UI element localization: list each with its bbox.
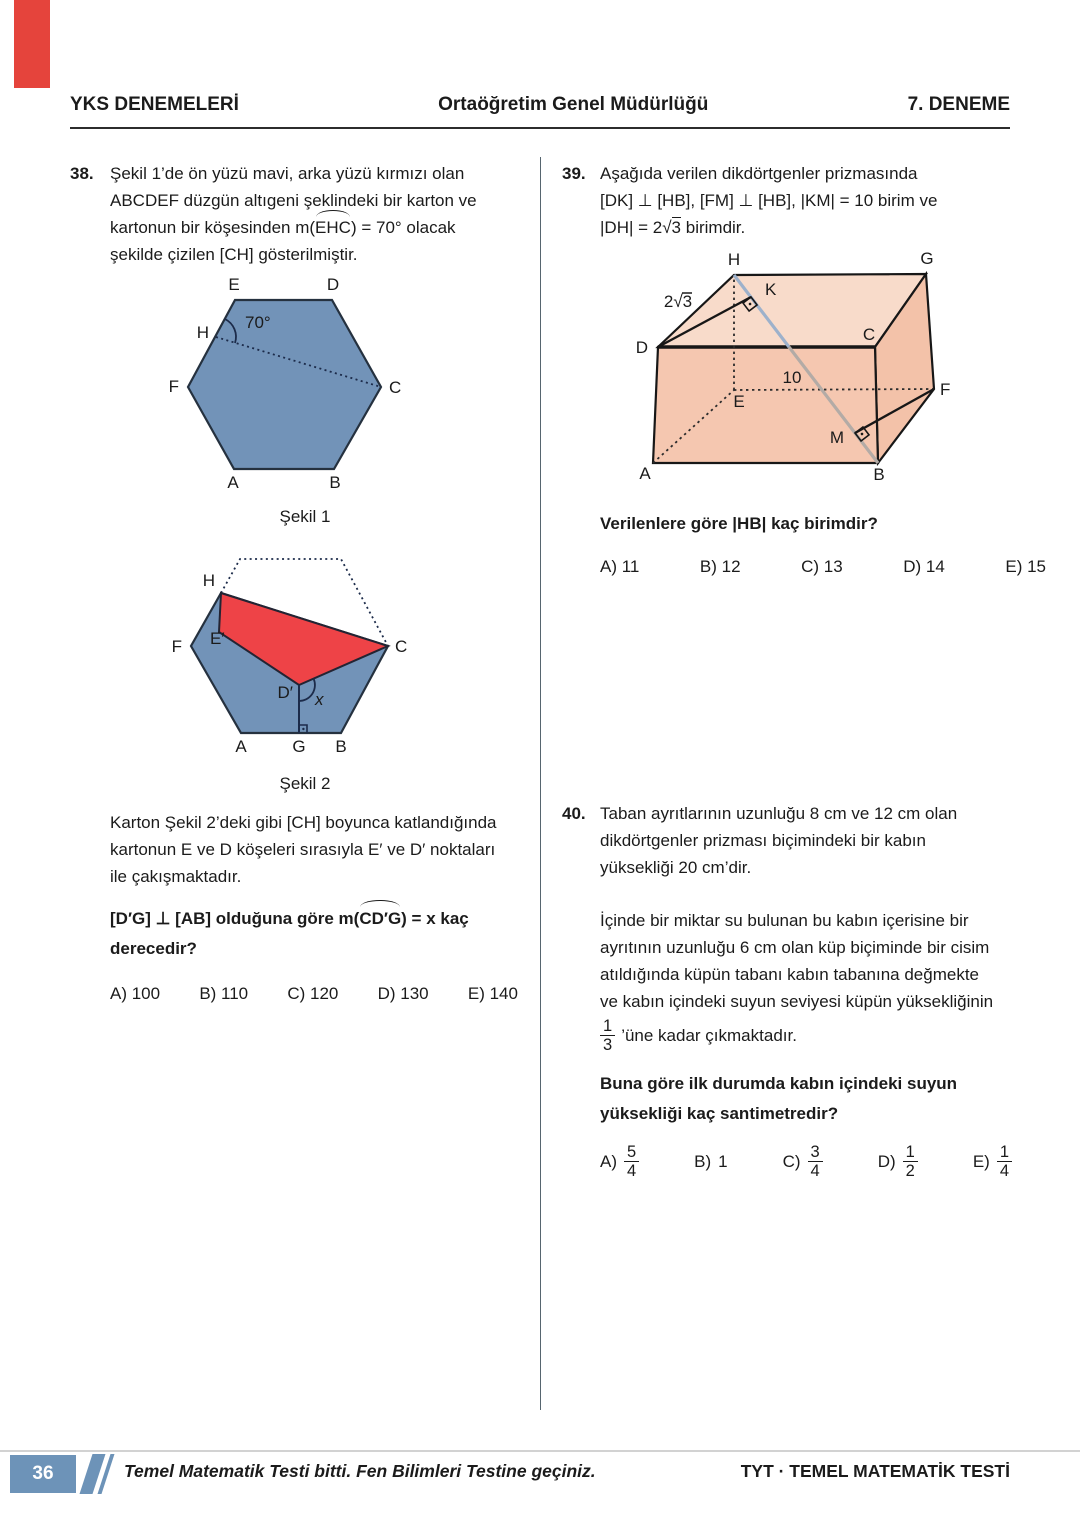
label-x: x [315,690,324,709]
prism-figure [626,247,1046,492]
q39-option-b: B) 12 [699,557,741,576]
q40-option-b-value: 1 [718,1152,728,1172]
question-39 [562,160,1046,580]
label-B: B [335,737,347,756]
q38-intro-line3-post: ) = 70° olacak [350,218,456,237]
label-D: D [326,275,340,294]
header-right: 7. DENEME [907,94,1010,115]
q39-option-a: A) 11 [600,557,640,576]
q39-option-c: C) 13 [801,557,843,576]
q38-para-line3: ile çakışmaktadır. [110,867,242,886]
figure-prism [626,247,1046,500]
q38-options [110,980,518,1007]
label-C: C [389,378,402,397]
footer-left-note: Temel Matematik Testi bitti. Fen Bilimleri Testine geçiniz. [124,1461,596,1481]
prism-front-face [653,347,878,463]
q40-option-b [694,1148,727,1175]
footer-right-note: TYT · TEMEL MATEMATİK TESTİ [740,1461,1010,1481]
q39-intro-post: birimdir. [681,218,746,237]
q38-stem-line1 [110,904,518,934]
q40-option-a [600,1143,639,1181]
q38-stem-pre: [D′G] ⊥ [AB] olduğuna göre m( [110,909,360,928]
q40-option-b-label: B) [694,1152,712,1172]
q40-option-e [973,1143,1012,1181]
q40-option-e-num: 1 [999,1142,1009,1161]
question-39-number: 39. [562,164,586,183]
label-G: G [920,249,934,268]
label-dh-length: 2√3 [663,292,693,311]
fraction-denominator: 3 [600,1035,615,1054]
q40-option-a-den: 4 [624,1161,639,1180]
q40-option-e-fraction [997,1143,1012,1181]
q38-paragraph [110,809,518,890]
q40-p2-line4: ve kabın içindeki suyun seviyesi küpün yüksekliğinin [600,992,994,1011]
q40-option-d [878,1143,918,1181]
q40-p2-line2: ayrıtının uzunluğu 6 cm olan küp biçiminde bir cisim [600,938,990,957]
question-40 [562,800,1012,1181]
label-K: K [765,280,777,299]
page-header [70,94,1010,116]
q38-option-c: C) 120 [287,984,339,1003]
label-A: A [639,464,651,483]
right-column [562,160,1046,1181]
label-H: H [196,323,209,342]
q40-option-c-fraction [808,1143,823,1181]
q39-intro-line1: Aşağıda verilen dikdörtgenler prizmasında [600,164,918,183]
q40-option-c-den: 4 [808,1161,823,1180]
fraction-one-third [600,1017,615,1055]
q40-option-d-fraction [903,1143,918,1181]
header-center: Ortaöğretim Genel Müdürlüğü [438,94,709,115]
question-38-body [110,160,518,1007]
q40-stem-line1: Buna göre ilk durumda kabın içindeki suyun [600,1073,958,1093]
q38-para-line1: Karton Şekil 2’deki gibi [CH] boyunca katlandığında [110,813,497,832]
label-B: B [329,473,341,492]
label-F: F [171,637,182,656]
label-A: A [235,737,247,756]
q40-option-d-den: 2 [903,1161,918,1180]
q40-question-stem [600,1069,1012,1129]
q40-option-c-num: 3 [810,1142,820,1161]
hexagon-shape [188,300,381,469]
q40-paragraph2 [600,907,1012,1015]
q38-option-e: E) 140 [467,984,518,1003]
label-F: F [940,380,951,399]
page-edge-red-tab [14,0,50,88]
q39-option-d: D) 14 [903,557,945,576]
q40-p1-line3: yüksekliği 20 cm’dir. [600,858,752,877]
q38-option-b: B) 110 [199,984,249,1003]
label-D: D [635,338,648,357]
q38-intro-line4: şekilde çizilen [CH] gösterilmiştir. [110,245,358,264]
q40-options [600,1143,1012,1181]
q40-option-a-label: A) [600,1152,617,1172]
q39-options [600,553,1046,580]
question-40-number: 40. [562,804,586,823]
q38-intro-line3-pre: kartonun bir köşesinden m( [110,218,316,237]
question-38 [70,160,518,1007]
fraction-numerator: 1 [603,1017,613,1035]
label-E: E [228,275,240,294]
q38-intro-line1: Şekil 1’de ön yüzü mavi, arka yüzü kırmızı olan [110,164,465,183]
q40-p2-line3: atıldığında küpün tabanı kabın tabanına değmekte [600,965,980,984]
q40-option-c-label: C) [782,1152,801,1172]
label-M: M [829,428,844,447]
figure-1-caption: Şekil 1 [279,507,331,526]
q40-p3-text: ’üne kadar çıkmaktadır. [621,1026,797,1046]
q40-option-e-den: 4 [997,1161,1012,1180]
q40-option-c [783,1143,823,1181]
q38-intro-line2: ABCDEF düzgün altıgeni şeklindeki bir karton ve [110,191,477,210]
label-G: G [292,737,306,756]
q39-option-e: E) 15 [1005,557,1046,576]
q39-intro-line3 [600,214,1046,241]
q38-stem-line2: derecedir? [110,939,197,958]
q38-option-a: A) 100 [110,984,161,1003]
q39-question-stem: Verilenlere göre |HB| kaç birimdir? [600,514,878,533]
label-E-prime: E′ [210,629,225,648]
figure-2-caption: Şekil 2 [279,774,331,793]
label-A: A [227,473,239,492]
label-H: H [202,571,215,590]
label-70deg: 70° [245,313,271,332]
q40-fraction-line [600,1017,1012,1055]
question-40-body [600,800,1012,1181]
hexagon-figure [155,272,455,494]
q38-para-line2: kartonun E ve D köşeleri sırasıyla E′ ve D′ noktaları [110,840,496,859]
header-left: YKS DENEMELERİ [70,94,239,115]
left-column [70,160,518,1007]
q38-stem-post: ) = x kaç [401,909,469,928]
figure-1 [155,272,455,530]
angle-cdg-arc: CD′G [359,904,401,934]
folded-hexagon-figure [155,536,455,761]
q40-option-a-num: 5 [627,1142,637,1161]
footer-rule [0,1450,1080,1452]
q39-intro-line2: [DK] ⊥ [HB], [FM] ⊥ [HB], |KM| = 10 birim ve [600,191,938,210]
question-38-number: 38. [70,164,94,183]
q40-option-d-num: 1 [905,1142,915,1161]
q40-stem-line2: yüksekliği kaç santimetredir? [600,1103,839,1123]
q39-intro-pre: |DH| = 2√ [600,218,672,237]
page-number-badge: 36 [10,1455,76,1493]
label-C: C [395,637,408,656]
q40-option-a-fraction [624,1143,639,1181]
radicand-3: 3 [671,218,682,237]
q38-option-d: D) 130 [377,984,429,1003]
label-E: E [733,392,745,411]
label-C: C [862,325,876,344]
label-D-prime: D′ [277,683,293,702]
q40-p1-line2: dikdörtgenler prizması biçimindeki bir kabın [600,831,926,850]
figure-2 [155,536,455,797]
q40-p2-line1: İçinde bir miktar su bulunan bu kabın içerisine bir [600,911,969,930]
q38-question-stem [110,904,518,964]
label-B: B [873,465,885,484]
q38-intro-line3 [110,214,518,241]
label-F: F [168,377,179,396]
q40-option-d-label: D) [877,1152,896,1172]
label-km-length: 10 [782,368,802,387]
column-divider [540,157,541,1410]
right-angle-dot-g [302,728,304,730]
header-rule [70,127,1010,129]
question-39-body [600,160,1046,580]
angle-ehc-arc: EHC [315,214,351,241]
q40-option-e-label: E) [972,1152,990,1172]
q40-p1-line1: Taban ayrıtlarının uzunluğu 8 cm ve 12 cm olan [600,804,958,823]
label-H: H [727,250,741,269]
